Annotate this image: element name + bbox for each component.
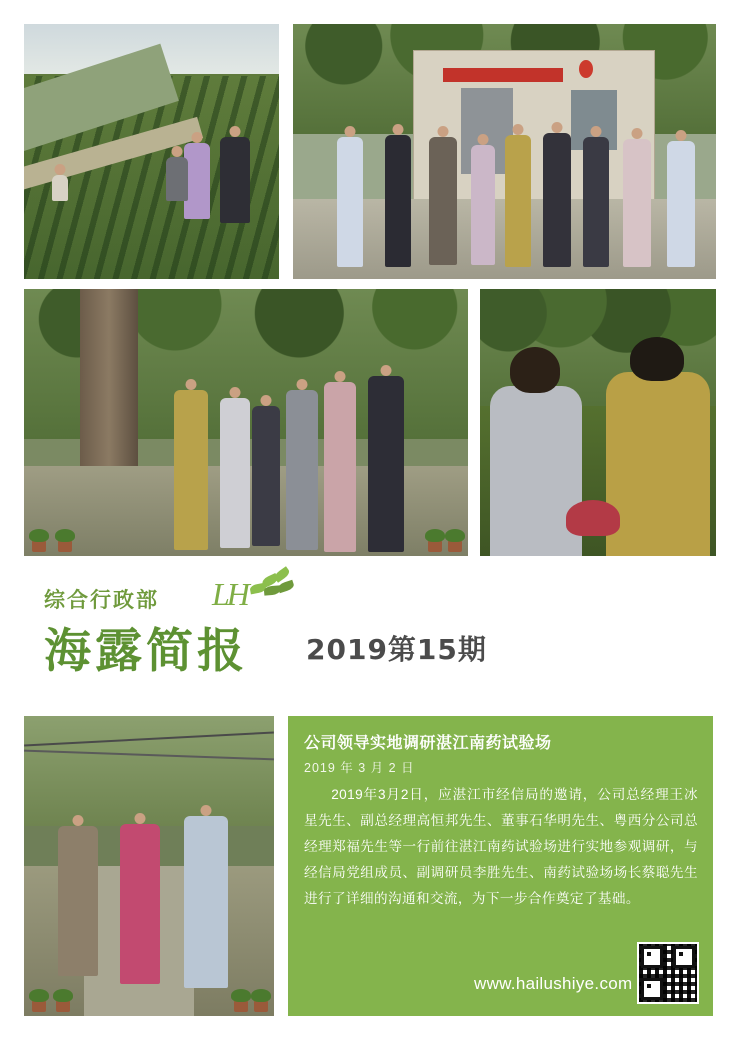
photo-person-hair: [510, 347, 560, 393]
photo-lantern: [579, 60, 593, 78]
photo-person: [252, 406, 280, 546]
photo-person: [429, 137, 457, 265]
photo-discussion-under-tree: [24, 289, 468, 556]
photo-person: [220, 398, 250, 548]
photo-person: [58, 826, 98, 976]
photo-plant-pot: [32, 540, 46, 552]
photo-banner: [443, 68, 563, 82]
photo-person: [606, 372, 710, 556]
photo-person: [174, 390, 208, 550]
article-panel: [288, 716, 713, 1016]
photo-tea-plantation-hillside: [24, 24, 279, 279]
company-logo: [206, 570, 298, 614]
qr-code[interactable]: [637, 942, 699, 1004]
article-title: 公司领导实地调研湛江南药试验场: [304, 735, 552, 752]
photo-walking-in-nursery: [24, 716, 274, 1016]
photo-person: [324, 382, 356, 552]
photo-plant-pot: [234, 1000, 248, 1012]
leaf-icon: [250, 570, 298, 596]
photo-person: [505, 135, 531, 267]
photo-person: [583, 137, 609, 267]
article-date: 2019 年 3 月 2 日: [304, 761, 415, 775]
department-label: 综合行政部: [44, 589, 159, 612]
photo-person: [471, 145, 495, 265]
photo-person: [667, 141, 695, 267]
photo-plant-pot: [254, 1000, 268, 1012]
issue-number: 2019第15期: [306, 633, 487, 666]
qr-code-pattern: [639, 944, 697, 1002]
photo-person: [368, 376, 404, 552]
photo-plant-pot: [56, 1000, 70, 1012]
photo-person: [543, 133, 571, 267]
photo-person: [385, 135, 411, 267]
logo-monogram: LH: [212, 576, 247, 612]
photo-person: [184, 816, 228, 988]
photo-person: [286, 390, 318, 550]
photo-plant-pot: [428, 540, 442, 552]
photo-person: [52, 175, 68, 201]
photo-person: [337, 137, 363, 267]
photo-plant-pot: [32, 1000, 46, 1012]
photo-red-plant: [566, 500, 620, 536]
photo-person-hair: [630, 337, 684, 381]
photo-inspecting-plant-closeup: [480, 289, 716, 556]
photo-group-portrait-at-building: [293, 24, 716, 279]
photo-person: [166, 157, 188, 201]
article-body: 2019年3月2日，应湛江市经信局的邀请，公司总经理王冰星先生、副总经理高恒邦先生、董事石华明先生、粤西分公司总经理郑福先生等一行前往湛江南药试验场进行实地参观调研，与经信局党组成员、副调研员李胜先生、南药试验场场长蔡聪先生进行了详细的沟通和交流，为下一步合作奠定了基础。: [304, 787, 698, 906]
page-title: 海露简报: [44, 624, 248, 679]
photo-plant-pot: [448, 540, 462, 552]
photo-person: [220, 137, 250, 223]
masthead: [0, 566, 740, 712]
website-url[interactable]: www.hailushiye.com: [474, 974, 633, 993]
photo-person: [120, 824, 160, 984]
photo-person: [623, 139, 651, 267]
photo-plant-pot: [58, 540, 72, 552]
